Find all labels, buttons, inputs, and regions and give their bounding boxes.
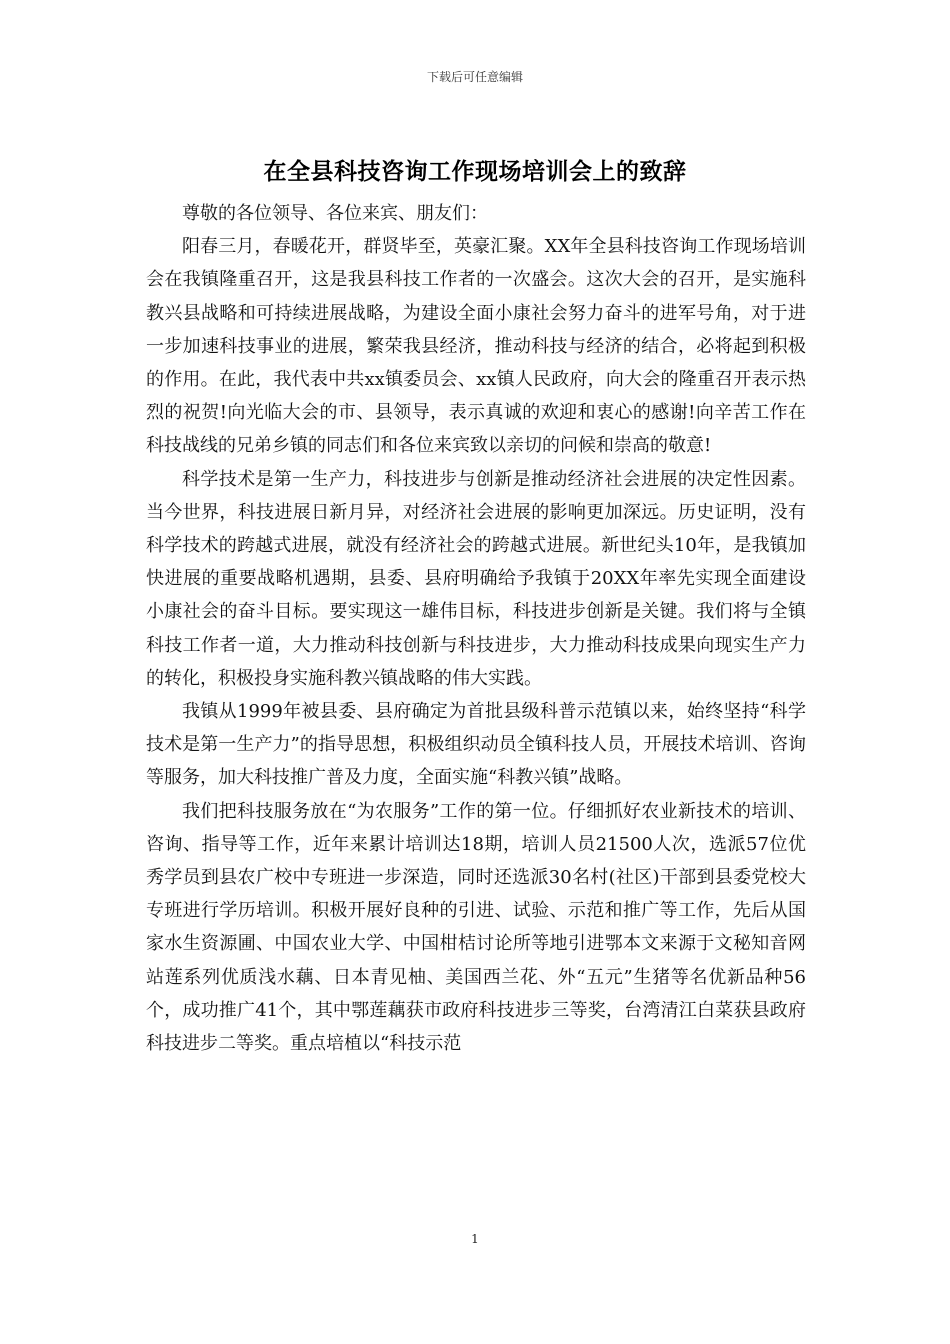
- document-title: 在全县科技咨询工作现场培训会上的致辞: [263, 159, 687, 185]
- salutation: 尊敬的各位领导、各位来宾、朋友们：: [182, 203, 488, 224]
- paragraph-2: 科学技术是第一生产力，科技进步与创新是推动经济社会进展的决定性因素。当今世界，科技进展日新月异，对经济社会进展的影响更加深远。历史证明，没有科学技术的跨越式进展，就没有经济社会的跨越式进展。新世纪头10年，是我镇加快进展的重要战略机遇期，县委、县府明确给予我镇于20XX年率先实现全面建设小康社会的奋斗目标。要实现这一雄伟目标，科技进步创新是关键。我们将与全镇科技工作者一道，大力推动科技创新与科技进步，大力推动科技成果向现实生产力的转化，积极投身实施科教兴镇战略的伟大实践。: [146, 468, 806, 689]
- document-body: [146, 197, 806, 1060]
- page-number: 1: [471, 1232, 479, 1246]
- paragraph-4: 我们把科技服务放在“为农服务”工作的第一位。仔细抓好农业新技术的培训、咨询、指导等工作，近年来累计培训达18期，培训人员21500人次，选派57位优秀学员到县农广校中专班进一步深造，同时还选派30名村(社区)干部到县委党校大专班进行学历培训。积极开展好良种的引进、试验、示范和推广等工作，先后从国家水生资源圃、中国农业大学、中国柑桔讨论所等地引进鄂本文来源于文秘知音网站莲系列优质浅水藕、日本青见柚、美国西兰花、外“五元”生猪等名优新品种56个，成功推广41个，其中鄂莲藕获市政府科技进步三等奖，台湾清江白菜获县政府科技进步二等奖。重点培植以“科技示范: [146, 800, 806, 1055]
- paragraph-3: 我镇从1999年被县委、县府确定为首批县级科普示范镇以来，始终坚持“科学技术是第一生产力”的指导思想，积极组织动员全镇科技人员，开展技术培训、咨询等服务，加大科技推广普及力度，全面实施“科教兴镇”战略。: [146, 701, 806, 789]
- header-note: 下载后可任意编辑: [426, 70, 523, 84]
- paragraph-1: 阳春三月，春暖花开，群贤毕至，英豪汇聚。XX年全县科技咨询工作现场培训会在我镇隆重召开，这是我县科技工作者的一次盛会。这次大会的召开，是实施科教兴县战略和可持续进展战略，为建设全面小康社会努力奋斗的进军号角，对于进一步加速科技事业的进展，繁荣我县经济，推动科技与经济的结合，必将起到积极的作用。在此，我代表中共xx镇委员会、xx镇人民政府，向大会的隆重召开表示热烈的祝贺!向光临大会的市、县领导，表示真诚的欢迎和衷心的感谢!向辛苦工作在科技战线的兄弟乡镇的同志们和各位来宾致以亲切的问候和崇高的敬意!: [146, 236, 806, 457]
